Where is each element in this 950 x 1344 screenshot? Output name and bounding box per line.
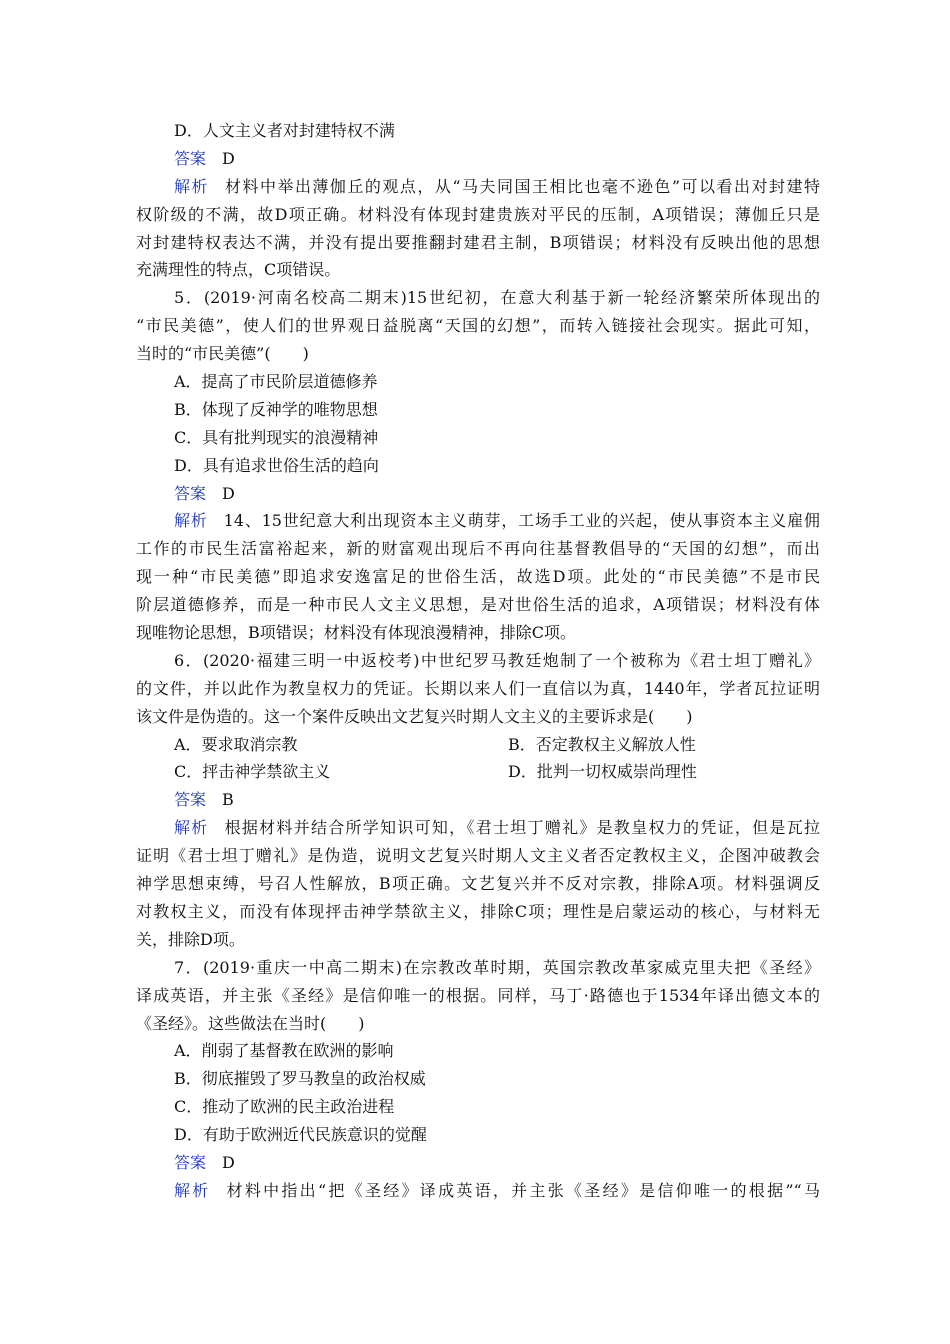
q4-answer — [136, 145, 820, 173]
answer-label: 答案 — [174, 790, 207, 810]
q6-analysis-line — [136, 814, 820, 842]
analysis-label: 解析 — [174, 818, 209, 838]
q7-stem-line: 译成英语，并主张《圣经》是信仰唯一的根据。同样，马丁·路德也于1534年译出德文本的 — [136, 985, 820, 1005]
q4-option-d: D．人文主义者对封建特权不满 — [174, 121, 395, 140]
q6-stem-line: 6．(2020·福建三明一中返校考)中世纪罗马教廷炮制了一个被称为《君士坦丁赠礼》 — [174, 650, 820, 670]
q6-analysis-line: 神学思想束缚，号召人性解放，B项正确。文艺复兴并不反对宗教，排除A项。材料强调反 — [136, 874, 820, 894]
answer-label: 答案 — [174, 483, 207, 503]
q6-analysis-line: 对教权主义，而没有体现抨击神学禁欲主义，排除C项；理性是启蒙运动的核心，与材料无 — [136, 901, 820, 921]
answer-value: D — [222, 483, 235, 503]
q5-option: B．体现了反神学的唯物思想 — [174, 399, 378, 419]
q4-analysis-line: 权阶级的不满，故D项正确。材料没有体现封建贵族对平民的压制，A项错误；薄伽丘只是 — [136, 204, 820, 224]
q5-analysis-line: 现唯物论思想，B项错误；材料没有体现浪漫精神，排除C项。 — [136, 623, 577, 643]
analysis-text: 14、15世纪意大利出现资本主义萌芽，工场手工业的兴起，使从事资本主义雇佣 — [223, 511, 820, 531]
q7-option: B．彻底摧毁了罗马教皇的政治权威 — [174, 1069, 426, 1089]
q6-option: B．否定教权主义解放人性 — [508, 734, 696, 754]
q6-options-row — [136, 731, 820, 759]
analysis-text: 材料中指出“把《圣经》译成英语，并主张《圣经》是信仰唯一的根据”“马 — [226, 1180, 820, 1200]
q7-answer — [136, 1149, 820, 1177]
q6-options-row — [136, 758, 820, 786]
analysis-label: 解析 — [174, 176, 209, 196]
analysis-text: 材料中举出薄伽丘的观点，从“马夫同国王相比也毫不逊色”可以看出对封建特 — [224, 176, 820, 196]
q7-option: D．有助于欧洲近代民族意识的觉醒 — [174, 1125, 427, 1145]
q4-analysis-line: 对封建特权表达不满，并没有提出要推翻封建君主制，B项错误；材料没有反映出他的思想 — [136, 232, 820, 252]
analysis-label: 解析 — [174, 511, 208, 531]
q5-option: D．具有追求世俗生活的趋向 — [174, 455, 379, 475]
q5-option: C．具有批判现实的浪漫精神 — [174, 427, 379, 447]
q5-answer — [136, 480, 820, 508]
q6-stem-line: 的文件，并以此作为教皇权力的凭证。长期以来人们一直信以为真，1440年，学者瓦拉证明 — [136, 678, 820, 698]
q6-stem-line: 该文件是伪造的。这一个案件反映出文艺复兴时期人文主义的主要诉求是( ) — [136, 706, 693, 726]
q7-option: A．削弱了基督教在欧洲的影响 — [174, 1041, 394, 1061]
q4-analysis-line: 充满理性的特点，C项错误。 — [136, 260, 341, 280]
q4-analysis-line — [136, 173, 820, 201]
answer-value: B — [222, 790, 234, 810]
q6-option: C．抨击神学禁欲主义 — [174, 762, 331, 782]
answer-value: D — [222, 1152, 235, 1172]
q5-analysis-line — [136, 507, 820, 535]
q7-option: C．推动了欧洲的民主政治进程 — [174, 1097, 395, 1117]
answer-label: 答案 — [174, 148, 207, 168]
q7-stem-line: 7．(2019·重庆一中高二期末)在宗教改革时期，英国宗教改革家威克里夫把《圣经》 — [174, 957, 820, 977]
q5-stem-line: “市民美德”，使人们的世界观日益脱离“天国的幻想”，而转入链接社会现实。据此可知， — [136, 316, 820, 336]
document-page — [136, 117, 820, 1205]
q5-option: A．提高了市民阶层道德修养 — [174, 372, 378, 392]
q5-analysis-line: 现一种“市民美德”即追求安逸富足的世俗生活，故选D项。此处的“市民美德”不是市民 — [136, 567, 820, 587]
answer-value: D — [222, 148, 235, 168]
q5-analysis-line: 阶层道德修养，而是一种市民人文主义思想，是对世俗生活的追求，A项错误；材料没有体 — [136, 595, 820, 615]
q5-stem-line: 当时的“市民美德”( ) — [136, 344, 309, 364]
analysis-label: 解析 — [174, 1180, 211, 1200]
q5-analysis-line: 工作的市民生活富裕起来，新的财富观出现后不再向往基督教倡导的“天国的幻想”，而出 — [136, 539, 820, 559]
q6-option: A．要求取消宗教 — [174, 734, 298, 754]
q7-stem-line: 《圣经》。这些做法在当时( ) — [136, 1013, 365, 1033]
q6-analysis-line: 关，排除D项。 — [136, 929, 245, 949]
q6-answer — [136, 786, 820, 814]
q6-option: D．批判一切权威崇尚理性 — [508, 762, 697, 782]
analysis-text: 根据材料并结合所学知识可知，《君士坦丁赠礼》是教皇权力的凭证，但是瓦拉 — [224, 818, 820, 838]
q5-stem-line: 5．(2019·河南名校高二期末)15世纪初，在意大利基于新一轮经济繁荣所体现出的 — [174, 288, 820, 308]
q7-analysis-line — [136, 1177, 820, 1205]
answer-label: 答案 — [174, 1152, 207, 1172]
q6-analysis-line: 证明《君士坦丁赠礼》是伪造，说明文艺复兴时期人文主义者否定教权主义，企图冲破教会 — [136, 846, 820, 866]
